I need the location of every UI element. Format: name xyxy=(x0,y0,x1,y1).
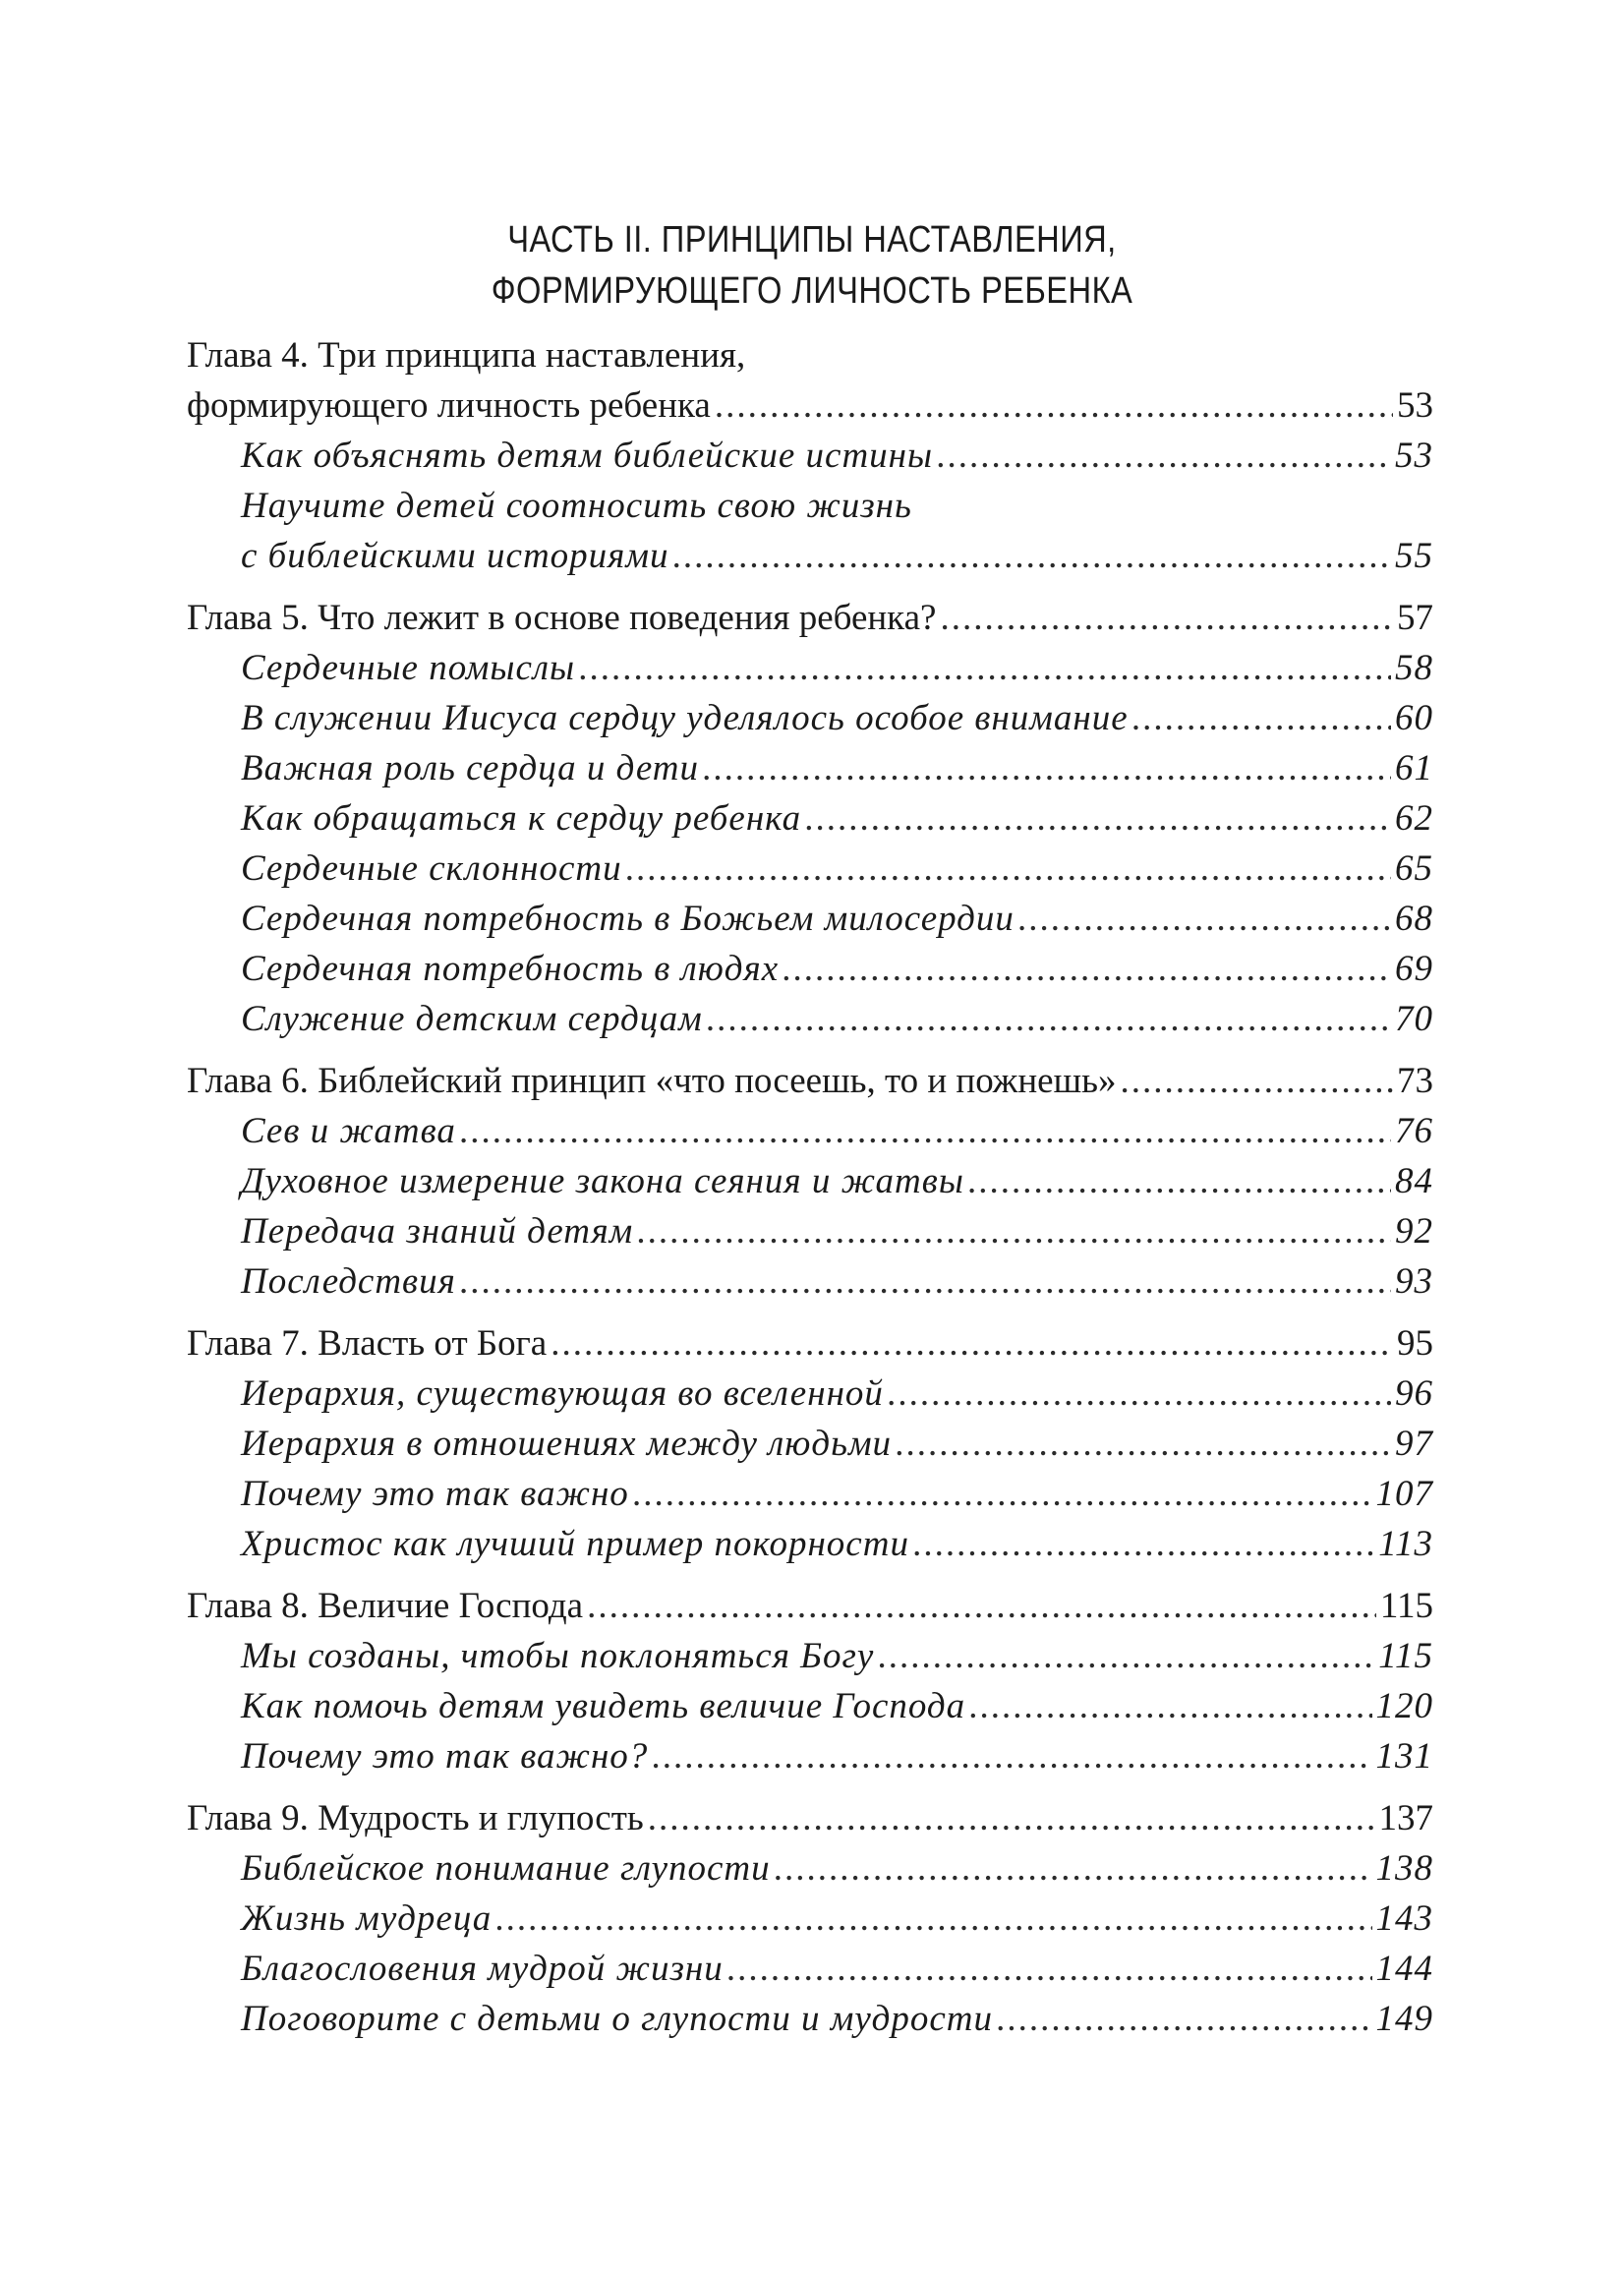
dot-leader xyxy=(626,844,1391,894)
toc-page-number: 68 xyxy=(1395,899,1433,939)
dot-leader xyxy=(652,1731,1371,1781)
toc-page-number: 97 xyxy=(1395,1424,1433,1464)
toc-page-number: 70 xyxy=(1395,999,1433,1039)
dot-leader xyxy=(969,1681,1371,1731)
toc-page-number: 65 xyxy=(1395,848,1433,889)
toc-chapter-4 xyxy=(187,330,1433,581)
dot-leader xyxy=(579,643,1391,693)
toc-section-entry[interactable] xyxy=(187,793,1433,844)
toc-page-number: 61 xyxy=(1395,748,1433,788)
toc-section-title: Христос как лучший пример покорности xyxy=(241,1524,909,1564)
toc-section-title: Почему это так важно? xyxy=(241,1736,649,1777)
toc-section-title: Сердечная потребность в людях xyxy=(241,949,780,989)
toc-section-title: Сердечные помыслы xyxy=(241,648,576,688)
toc-section-title: Мы созданы, чтобы поклоняться Богу xyxy=(241,1636,875,1676)
toc-section-title: с библейскими историями xyxy=(241,536,669,576)
toc-section-entry[interactable] xyxy=(187,944,1433,994)
toc-section-title: Библейское понимание глупости xyxy=(241,1848,771,1889)
dot-leader xyxy=(715,380,1393,431)
dot-leader xyxy=(460,1106,1391,1156)
dot-leader xyxy=(878,1631,1374,1681)
toc-chapter-entry[interactable] xyxy=(187,1056,1433,1106)
toc-section-title-line-1: Научите детей соотносить свою жизнь xyxy=(241,486,912,526)
toc-section-entry[interactable] xyxy=(187,1894,1433,1944)
toc-chapter-entry[interactable] xyxy=(187,1793,1433,1843)
dot-leader xyxy=(551,1318,1393,1369)
toc-section-entry[interactable] xyxy=(187,693,1433,743)
dot-leader xyxy=(707,994,1391,1044)
toc-page-number: 93 xyxy=(1395,1261,1433,1302)
dot-leader xyxy=(495,1894,1371,1944)
dot-leader xyxy=(888,1369,1391,1419)
toc-page-number: 149 xyxy=(1375,1999,1433,2039)
toc-page-number: 62 xyxy=(1395,798,1433,839)
toc-section-title: Как объяснять детям библейские истины xyxy=(241,436,934,476)
toc-section-entry[interactable] xyxy=(187,1469,1433,1519)
toc-page-number: 76 xyxy=(1395,1111,1433,1151)
part-title xyxy=(114,214,1511,317)
toc-chapter-title: Глава 5. Что лежит в основе поведения ребенка? xyxy=(187,598,937,638)
toc-page-number: 69 xyxy=(1395,949,1433,989)
toc-section-entry[interactable] xyxy=(187,1681,1433,1731)
toc-section-entry[interactable] xyxy=(187,1256,1433,1307)
toc-page-number: 143 xyxy=(1375,1898,1433,1939)
toc-chapter-entry[interactable] xyxy=(187,1581,1433,1631)
toc-page-number: 84 xyxy=(1395,1161,1433,1201)
dot-leader xyxy=(587,1581,1376,1631)
dot-leader xyxy=(648,1793,1375,1843)
toc-section-title: Служение детским сердцам xyxy=(241,999,703,1039)
toc-section-entry[interactable] xyxy=(187,1156,1433,1206)
toc-section-entry[interactable] xyxy=(187,1994,1433,2044)
toc-section-entry[interactable] xyxy=(187,844,1433,894)
dot-leader xyxy=(937,431,1391,481)
toc-section-title: Передача знаний детям xyxy=(241,1211,634,1252)
toc-section-title: Почему это так важно xyxy=(241,1474,629,1514)
toc-chapter-entry[interactable] xyxy=(187,1318,1433,1369)
dot-leader xyxy=(968,1156,1391,1206)
toc-section-title: Последствия xyxy=(241,1261,456,1302)
toc-section-entry[interactable] xyxy=(187,1369,1433,1419)
toc-page-number: 144 xyxy=(1375,1949,1433,1989)
toc-section-title: Духовное измерение закона сеяния и жатвы xyxy=(241,1161,964,1201)
dot-leader xyxy=(1132,693,1391,743)
toc-chapter-9 xyxy=(187,1793,1433,2044)
toc-page-number: 58 xyxy=(1395,648,1433,688)
toc-chapter-title: формирующего личность ребенка xyxy=(187,385,711,426)
toc-chapter-title: Глава 6. Библейский принцип «что посеешь, то и пожнешь» xyxy=(187,1061,1117,1101)
toc-section-entry[interactable] xyxy=(187,531,1433,581)
toc-page-number: 53 xyxy=(1397,385,1433,426)
toc-page-number: 137 xyxy=(1378,1798,1433,1838)
toc-chapter-title: Глава 8. Величие Господа xyxy=(187,1586,584,1626)
toc-section-entry[interactable] xyxy=(187,1843,1433,1894)
toc-section-title: В служении Иисуса сердцу уделялось особое внимание xyxy=(241,698,1129,738)
toc-page-number: 53 xyxy=(1395,436,1433,476)
dot-leader xyxy=(633,1469,1372,1519)
toc-section-entry[interactable] xyxy=(187,894,1433,944)
toc-section-entry[interactable] xyxy=(187,994,1433,1044)
dot-leader xyxy=(673,531,1392,581)
toc-page-number: 138 xyxy=(1375,1848,1433,1889)
toc-page-number: 107 xyxy=(1375,1474,1433,1514)
dot-leader xyxy=(1120,1056,1393,1106)
toc-chapter-title-line-1: Глава 4. Три принципа наставления, xyxy=(187,335,746,376)
toc-chapter-8 xyxy=(187,1581,1433,1781)
toc-page-number: 57 xyxy=(1397,598,1433,638)
toc-page-number: 55 xyxy=(1395,536,1433,576)
toc-section-title: Как обращаться к сердцу ребенка xyxy=(241,798,802,839)
toc-page-number: 115 xyxy=(1379,1586,1433,1626)
dot-leader xyxy=(637,1206,1391,1256)
toc-page-number: 96 xyxy=(1395,1373,1433,1414)
toc-page-number: 95 xyxy=(1397,1323,1433,1364)
dot-leader xyxy=(997,1994,1371,2044)
toc-chapter-6 xyxy=(187,1056,1433,1307)
toc-section-title: Сердечная потребность в Божьем милосердии xyxy=(241,899,1015,939)
table-of-contents xyxy=(187,330,1433,2044)
toc-section-entry[interactable] xyxy=(187,1519,1433,1569)
dot-leader xyxy=(913,1519,1374,1569)
toc-section-entry[interactable] xyxy=(187,1106,1433,1156)
toc-page-number: 115 xyxy=(1378,1636,1433,1676)
toc-section-entry[interactable] xyxy=(187,743,1433,793)
toc-page-number: 60 xyxy=(1395,698,1433,738)
dot-leader xyxy=(896,1419,1391,1469)
toc-page-number: 113 xyxy=(1378,1524,1433,1564)
toc-section-title: Иерархия в отношениях между людьми xyxy=(241,1424,893,1464)
toc-section-title: Как помочь детям увидеть величие Господа xyxy=(241,1686,966,1726)
part-title-line-1: ЧАСТЬ II. ПРИНЦИПЫ НАСТАВЛЕНИЯ, xyxy=(507,219,1117,261)
toc-section-entry[interactable] xyxy=(187,1206,1433,1256)
dot-leader xyxy=(727,1944,1372,1994)
toc-page-number: 92 xyxy=(1395,1211,1433,1252)
toc-section-title: Благословения мудрой жизни xyxy=(241,1949,724,1989)
toc-section-title: Сердечные склонности xyxy=(241,848,622,889)
toc-chapter-entry[interactable] xyxy=(187,380,1433,431)
toc-page-number: 73 xyxy=(1397,1061,1433,1101)
toc-section-title: Важная роль сердца и дети xyxy=(241,748,699,788)
toc-chapter-7 xyxy=(187,1318,1433,1569)
toc-section-title: Иерархия, существующая во вселенной xyxy=(241,1373,884,1414)
part-title-line-2: ФОРМИРУЮЩЕГО ЛИЧНОСТЬ РЕБЕНКА xyxy=(491,270,1133,312)
toc-section-entry[interactable] xyxy=(187,1731,1433,1781)
toc-page-number: 131 xyxy=(1375,1736,1433,1777)
toc-chapter-title: Глава 9. Мудрость и глупость xyxy=(187,1798,644,1838)
toc-section-entry[interactable] xyxy=(187,1631,1433,1681)
toc-chapter-title: Глава 7. Власть от Бога xyxy=(187,1323,548,1364)
dot-leader xyxy=(805,793,1391,844)
dot-leader xyxy=(940,593,1393,643)
dot-leader xyxy=(1018,894,1391,944)
toc-page-number: 120 xyxy=(1375,1686,1433,1726)
dot-leader xyxy=(783,944,1391,994)
toc-section-entry[interactable] xyxy=(187,1419,1433,1469)
toc-chapter-5 xyxy=(187,593,1433,1044)
toc-section-title: Жизнь мудреца xyxy=(241,1898,493,1939)
toc-chapter-entry[interactable] xyxy=(187,593,1433,643)
toc-section-entry[interactable] xyxy=(187,431,1433,481)
toc-section-title: Поговорите с детьми о глупости и мудрости xyxy=(241,1999,994,2039)
toc-section-entry[interactable] xyxy=(187,1944,1433,1994)
dot-leader xyxy=(775,1843,1372,1894)
dot-leader xyxy=(460,1256,1391,1307)
toc-section-title: Сев и жатва xyxy=(241,1111,456,1151)
toc-section-entry[interactable] xyxy=(187,643,1433,693)
dot-leader xyxy=(703,743,1391,793)
